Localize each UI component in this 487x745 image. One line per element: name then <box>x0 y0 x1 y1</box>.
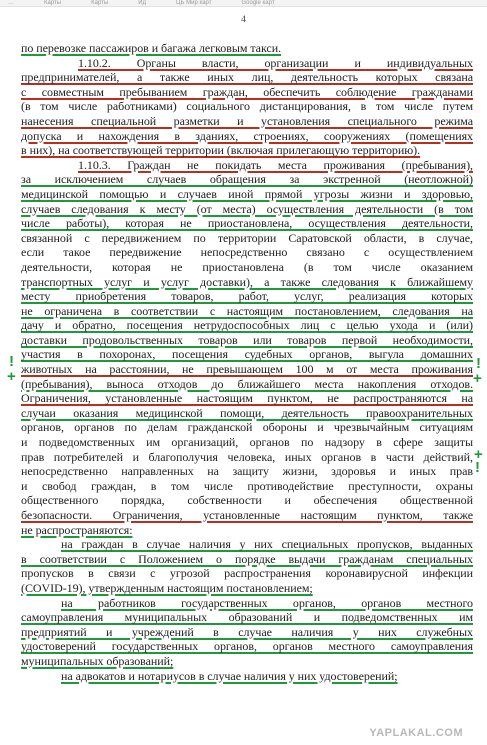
margin-exclamation-mark: ! <box>476 355 481 372</box>
bookmark-item[interactable]: … <box>8 0 14 6</box>
text-line: безопасности. Ограничения, установленные настоящим пунктом, также <box>21 508 473 522</box>
text-line: если такое передвижение непосредственно связано с осуществлением <box>21 245 473 260</box>
text-line: допуска и нахождения в зданиях, строениях, сооружениях (помещениях <box>21 128 473 143</box>
text-line: доставки продовольственных товаров или товаров первой необходимости, <box>21 332 473 347</box>
document-body <box>21 41 473 683</box>
margin-plus-mark: + <box>7 368 16 385</box>
text-line: общественного порядка, собственности и обеспечения общественной <box>21 493 473 508</box>
text-line: нанесения специальной разметки и установления специального режима <box>21 113 473 128</box>
text-line: предприятий и учреждений в случае наличия у них служебных <box>21 624 473 639</box>
text-line: и подведомственных им организаций, органов по надзору в сфере защиты <box>21 435 473 450</box>
text-line: месту приобретения товаров, работ, услуг, реализация которых <box>21 289 473 304</box>
text-line: (COVID-19), утвержденным настоящим постановлением; <box>21 580 313 595</box>
text-line: не ограничена в соответствии с настоящим постановлением, следования на <box>21 303 473 318</box>
text-line: 1.10.3. Граждан не покидать места проживания (пребывания), <box>78 157 473 172</box>
text-line: числе работы), которая не приостановлена, осуществления деятельности, <box>21 216 473 231</box>
text-line: прав потребителей и благополучия человека, иных органов в части действий, <box>21 449 473 464</box>
bookmark-item[interactable]: Google карт <box>241 0 275 6</box>
watermark: YAPLAKAL.COM <box>369 727 463 739</box>
margin-exclamation-mark: ! <box>9 353 14 370</box>
text-line: случаев следования к месту (от места) осуществления деятельности (в том <box>21 201 473 216</box>
text-line: не распространяются: <box>21 522 133 537</box>
text-line: по перевозке пассажиров и багажа легковым такси. <box>21 41 282 55</box>
page-number: 4 <box>241 15 246 25</box>
text-line: в соответствии с Положением о порядке выдачи гражданам специальных <box>21 551 473 566</box>
text-line: животных на расстоянии, не превышающем 100 м от места проживания <box>21 362 473 377</box>
bookmarks-bar <box>0 0 487 7</box>
bookmark-item[interactable]: Ид <box>138 0 147 6</box>
text-line: самоуправления муниципальных образований и подведомственных им <box>21 610 473 625</box>
bookmark-item[interactable]: ЦБ Мир карт <box>176 0 212 6</box>
text-line: и свобод граждан, в том числе противодействие преступности, охраны <box>21 478 473 493</box>
text-line: в них), на соответствующей территории (включая прилегающую территорию). <box>21 143 421 158</box>
text-line: 1.10.2. Органы власти, организации и индивидуальных <box>78 55 473 70</box>
text-line: Ограничения, установленные настоящим пунктом, не распространяются на <box>21 391 473 406</box>
text-line: связанной с передвижением по территории Саратовской области, в случае, <box>21 230 473 245</box>
text-line: участия в похоронах, посещения судебных органов, выгула домашних <box>21 347 473 362</box>
text-line: с совместным пребыванием граждан, обеспечить соблюдение гражданами <box>21 84 473 99</box>
text-line: на адвокатов и нотариусов в случае наличия у них удостоверений; <box>61 668 398 683</box>
bookmark-item[interactable]: Карты <box>44 0 62 6</box>
margin-exclamation-mark: ! <box>475 459 480 476</box>
text-line: муниципальных образований; <box>21 653 174 668</box>
text-line: удостоверений государственных органов, органов местного самоуправления <box>21 639 473 654</box>
text-line: деятельности, которая не приостановлена (в том числе оказанием <box>21 259 473 274</box>
text-line: за исключением случаев обращения за экстренной (неотложной) <box>21 172 473 187</box>
text-line: непосредственно направленных на защиту жизни, здоровья и иных прав <box>21 464 473 479</box>
text-line: на граждан в случае наличия у них специальных пропусков, выданных <box>61 537 473 552</box>
text-line: на работников государственных органов, органов местного <box>61 595 473 610</box>
text-line: медицинской помощью и случаев иной прямой угрозы жизни и здоровью, <box>21 186 473 201</box>
text-line: транспортных услуг и услуг доставки), а также следования к ближайшему <box>21 274 473 289</box>
margin-plus-mark: + <box>474 446 483 463</box>
text-line: органов, органов по делам гражданской обороны и чрезвычайным ситуациям <box>21 420 473 435</box>
bookmark-item[interactable]: Карты <box>91 0 109 6</box>
text-line: пропусков в связи с угрозой распространения коронавирусной инфекции <box>21 566 473 581</box>
text-line: (пребывания), выноса отходов до ближайшего места накопления отходов. <box>21 376 473 391</box>
text-line: (в том числе работниками) социального дистанцирования, в том числе путем <box>21 99 473 114</box>
text-line: дачу и обратно, посещения нетрудоспособных лиц с целью ухода и (или) <box>21 318 473 333</box>
margin-plus-mark: + <box>473 370 482 387</box>
text-line: случаи оказания медицинской помощи, деятельность правоохранительных <box>21 405 473 420</box>
text-line: предпринимателей, а также иных лиц, деятельность которых связана <box>21 70 473 85</box>
